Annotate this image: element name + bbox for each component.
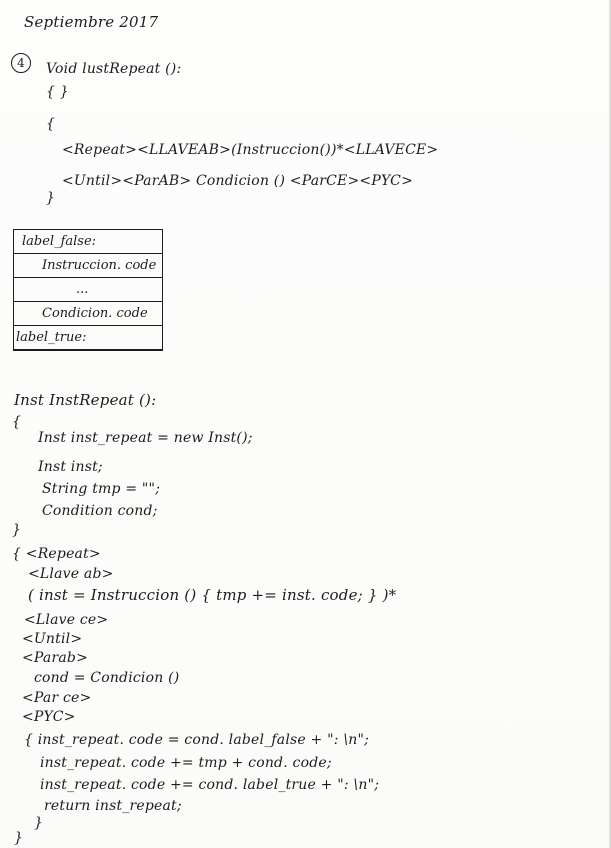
impl-loop-line: ( inst = Instruccion () { tmp += inst. code; } )* <box>28 586 397 604</box>
grammar-close-brace: } <box>46 190 56 206</box>
impl-decl-tmp: String tmp = ""; <box>42 481 161 497</box>
impl-until: <Until> <box>22 631 83 647</box>
table-row: label_false: <box>14 230 162 254</box>
grammar-signature: Void lustRepeat (): <box>46 61 182 77</box>
impl-decl-cond: Condition cond; <box>42 503 158 519</box>
impl-parab: <Parab> <box>22 650 88 666</box>
impl-body-line-1: { inst_repeat. code = cond. label_false + ": \n"; <box>24 732 370 748</box>
impl-inner-close: } <box>34 815 44 831</box>
table-row: ... <box>14 278 162 302</box>
impl-decl-inst: Inst inst; <box>38 459 103 475</box>
impl-pyc: <PYC> <box>22 709 76 725</box>
page-date: Septiembre 2017 <box>24 13 159 31</box>
impl-parce: <Par ce> <box>22 690 92 706</box>
code-layout-table <box>13 229 163 351</box>
table-row: Instruccion. code <box>14 254 162 278</box>
impl-body-line-4: return inst_repeat; <box>44 798 182 814</box>
impl-llave-ce: <Llave ce> <box>24 612 109 628</box>
impl-body-line-2: inst_repeat. code += tmp + cond. code; <box>40 755 332 771</box>
grammar-empty-block: { } <box>46 84 69 100</box>
impl-decl-inst-repeat: Inst inst_repeat = new Inst(); <box>38 430 253 446</box>
impl-open-brace: { <box>12 414 22 430</box>
grammar-until-rule: <Until><ParAB> Condicion () <ParCE><PYC> <box>62 173 413 189</box>
impl-cond-assign: cond = Condicion () <box>34 670 180 686</box>
impl-close-brace: } <box>12 522 22 538</box>
impl-outer-close: } <box>14 830 24 846</box>
impl-signature: Inst InstRepeat (): <box>14 391 157 409</box>
table-row: label_true: <box>16 330 87 345</box>
impl-body-line-3: inst_repeat. code += cond. label_true + ": \n"; <box>40 777 380 793</box>
impl-llave-ab: <Llave ab> <box>28 566 114 582</box>
grammar-open-brace: { <box>46 116 56 132</box>
impl-open-repeat: { <Repeat> <box>12 546 101 562</box>
table-row: Condicion. code <box>14 302 162 326</box>
exercise-number: 4 <box>11 53 31 73</box>
grammar-repeat-rule: <Repeat><LLAVEAB>(Instruccion())*<LLAVECE> <box>62 142 439 158</box>
